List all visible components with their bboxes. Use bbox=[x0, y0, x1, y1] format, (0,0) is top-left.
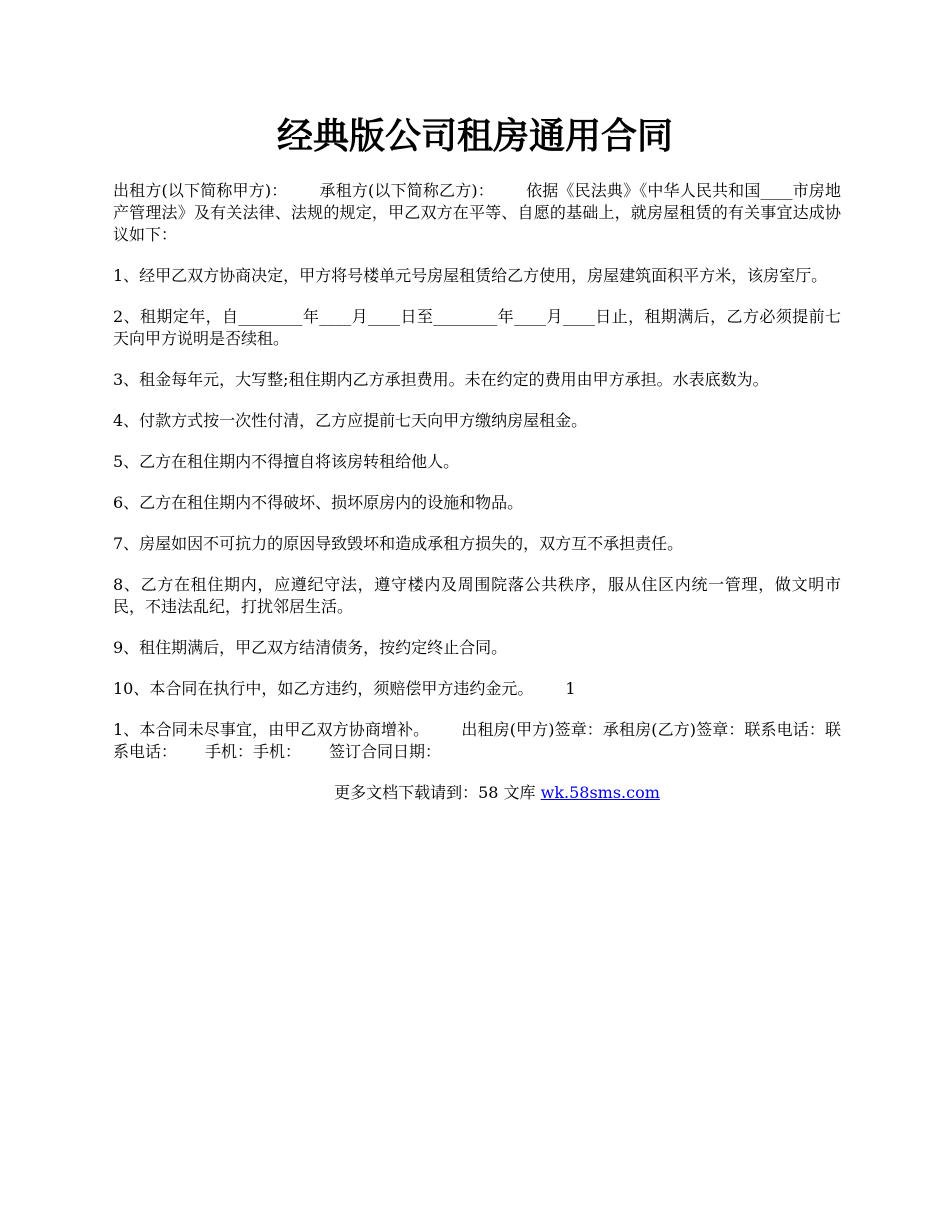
document-body bbox=[113, 180, 841, 804]
clause-7: 7、房屋如因不可抗力的原因导致毁坏和造成承租方损失的，双方互不承担责任。 bbox=[113, 534, 684, 553]
contract-date-label: 签订合同日期： bbox=[329, 742, 442, 761]
clause-6: 6、乙方在租住期内不得破坏、损坏原房内的设施和物品。 bbox=[113, 493, 524, 512]
clause-10 bbox=[113, 678, 841, 700]
clause-5: 5、乙方在租住期内不得擅自将该房转租给他人。 bbox=[113, 452, 460, 471]
clause-4: 4、付款方式按一次性付清，乙方应提前七天向甲方缴纳房屋租金。 bbox=[113, 411, 588, 430]
clause-2: 2、租期定年，自________年____月____日至________年____月____日止，租期满后，乙方必须提前七天向甲方说明是否续租。 bbox=[113, 307, 841, 348]
footer-text: 更多文档下载请到：58 文库 bbox=[334, 783, 541, 802]
page-number: 1 bbox=[565, 679, 576, 698]
signature-line: 出租房(甲方)签章：承租房(乙方)签章： bbox=[461, 720, 745, 739]
closing-paragraph bbox=[113, 719, 841, 763]
intro-paragraph bbox=[113, 180, 841, 246]
document-title: 经典版公司租房通用合同 bbox=[276, 115, 673, 157]
lessee-label: 承租方(以下简称乙方)： bbox=[319, 181, 494, 200]
phone-line: 联系电话：联系电话： bbox=[113, 720, 841, 761]
lessor-label: 出租方(以下简称甲方)： bbox=[113, 181, 288, 200]
legal-basis-text: 依据《民法典》《中华人民共和国____市房地产管理法》及有关法律、法规的规定，甲乙双方在平等、自愿的基础上，就房屋租赁的有关事宜达成协议如下： bbox=[113, 181, 841, 244]
clause-10-text: 10、本合同在执行中，如乙方违约，须赔偿甲方违约金元。 bbox=[113, 679, 534, 698]
footer-link[interactable]: wk.58sms.com bbox=[540, 783, 660, 802]
closing-text: 1、本合同未尽事宜，由甲乙双方协商增补。 bbox=[113, 720, 430, 739]
clause-8: 8、乙方在租住期内，应遵纪守法，遵守楼内及周围院落公共秩序，服从住区内统一管理，做文明市民，不违法乱纪，打扰邻居生活。 bbox=[113, 575, 841, 616]
clause-3: 3、租金每年元，大写整;租住期内乙方承担费用。未在约定的费用由甲方承担。水表底数为。 bbox=[113, 370, 769, 389]
mobile-line: 手机：手机： bbox=[205, 742, 302, 761]
clause-9: 9、租住期满后，甲乙双方结清债务，按约定终止合同。 bbox=[113, 638, 508, 657]
clause-1: 1、经甲乙双方协商决定，甲方将号楼单元号房屋租赁给乙方使用，房屋建筑面积平方米，该房室厅。 bbox=[113, 266, 828, 285]
footer-note bbox=[113, 782, 841, 804]
